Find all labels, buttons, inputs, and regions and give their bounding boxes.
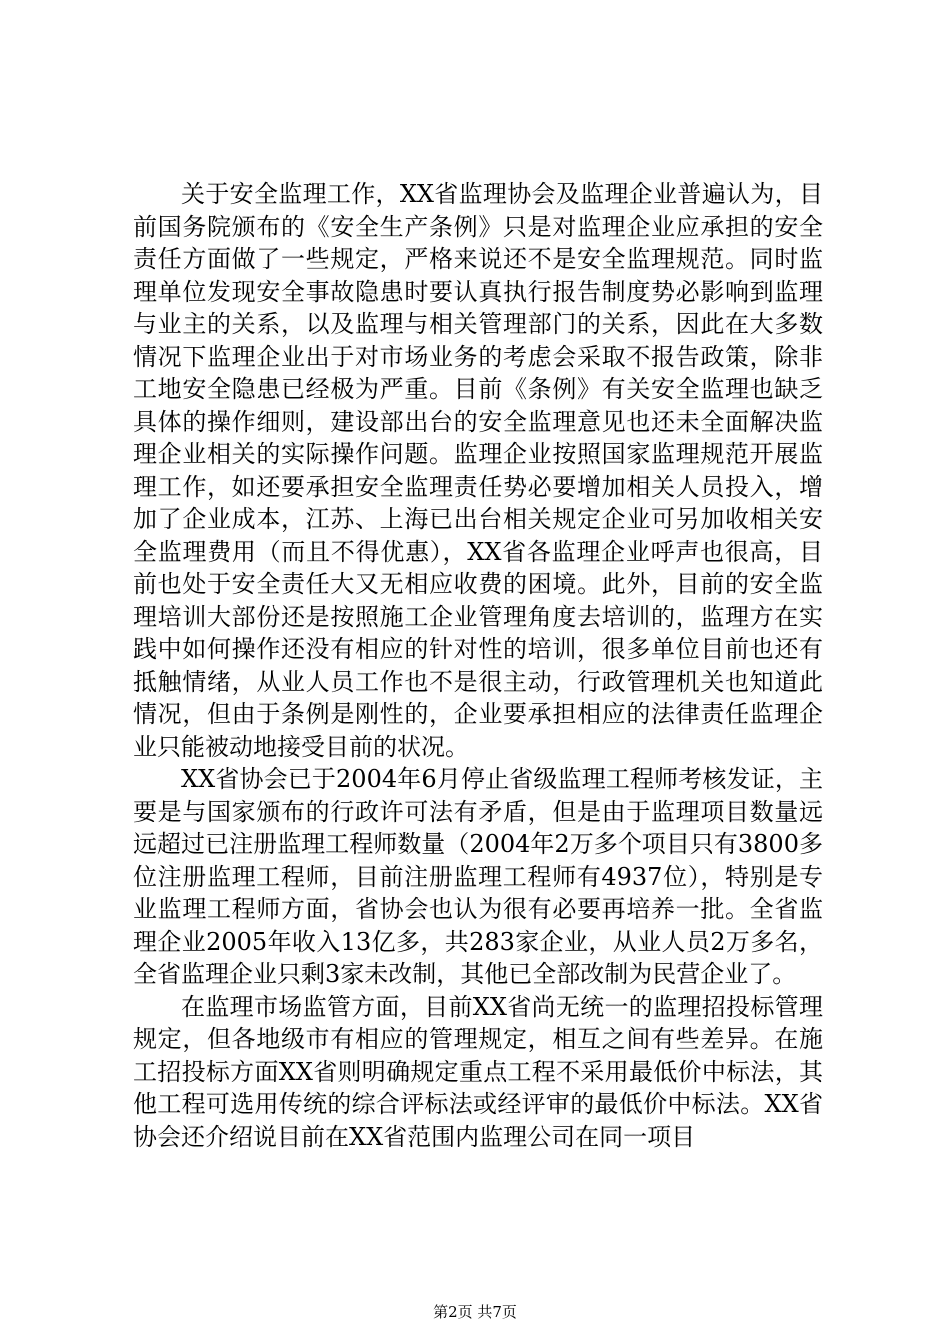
page-number-footer: 第2页 共7页	[433, 1303, 517, 1321]
paragraph-safety-supervision: 关于安全监理工作，XX省监理协会及监理企业普遍认为，目前国务院颁布的《安全生产条例》只是对监理企业应承担的安全责任方面做了一些规定，严格来说还不是安全监理规范。同时监理单位发现安全事故隐患时要认真执行报告制度势必影响到监理与业主的关系，以及监理与相关管理部门的关系，因此在大多数情况下监理企业出于对市场业务的考虑会采取不报告政策，除非工地安全隐患已经极为严重。目前《条例》有关安全监理也缺乏具体的操作细则，建设部出台的安全监理意见也还未全面解决监理企业相关的实际操作问题。监理企业按照国家监理规范开展监理工作，如还要承担安全监理责任势必要增加相关人员投入，增加了企业成本，江苏、上海已出台相关规定企业可另加收相关安全监理费用（而且不得优惠），XX省各监理企业呼声也很高，目前也处于安全责任大又无相应收费的困境。此外，目前的安全监理培训大部份还是按照施工企业管理角度去培训的，监理方在实践中如何操作还没有相应的针对性的培训，很多单位目前也还有抵触情绪，从业人员工作也不是很主动，行政管理机关也知道此情况，但由于条例是刚性的，企业要承担相应的法律责任监理企业只能被动地接受目前的状况。	[133, 180, 823, 761]
paragraph-market-supervision: 在监理市场监管方面，目前XX省尚无统一的监理招投标管理规定，但各地级市有相应的管理规定，相互之间有些差异。在施工招投标方面XX省则明确规定重点工程不采用最低价中标法，其他工程可选用传统的综合评标法或经评审的最低价中标法。XX省协会还介绍说目前在XX省范围内监理公司在同一项目	[133, 992, 823, 1151]
paragraph-engineer-certification: XX省协会已于2004年6月停止省级监理工程师考核发证，主要是与国家颁布的行政许可法有矛盾，但是由于监理项目数量远远超过已注册监理工程师数量（2004年2万多个项目只有3800多位注册监理工程师，目前注册监理工程师有4937位），特别是专业监理工程师方面，省协会也认为很有必要再培养一批。全省监理企业2005年收入13亿多，共283家企业，从业人员2万多名，全省监理企业只剩3家未改制，其他已全部改制为民营企业了。	[133, 765, 823, 988]
document-body	[133, 178, 823, 1153]
